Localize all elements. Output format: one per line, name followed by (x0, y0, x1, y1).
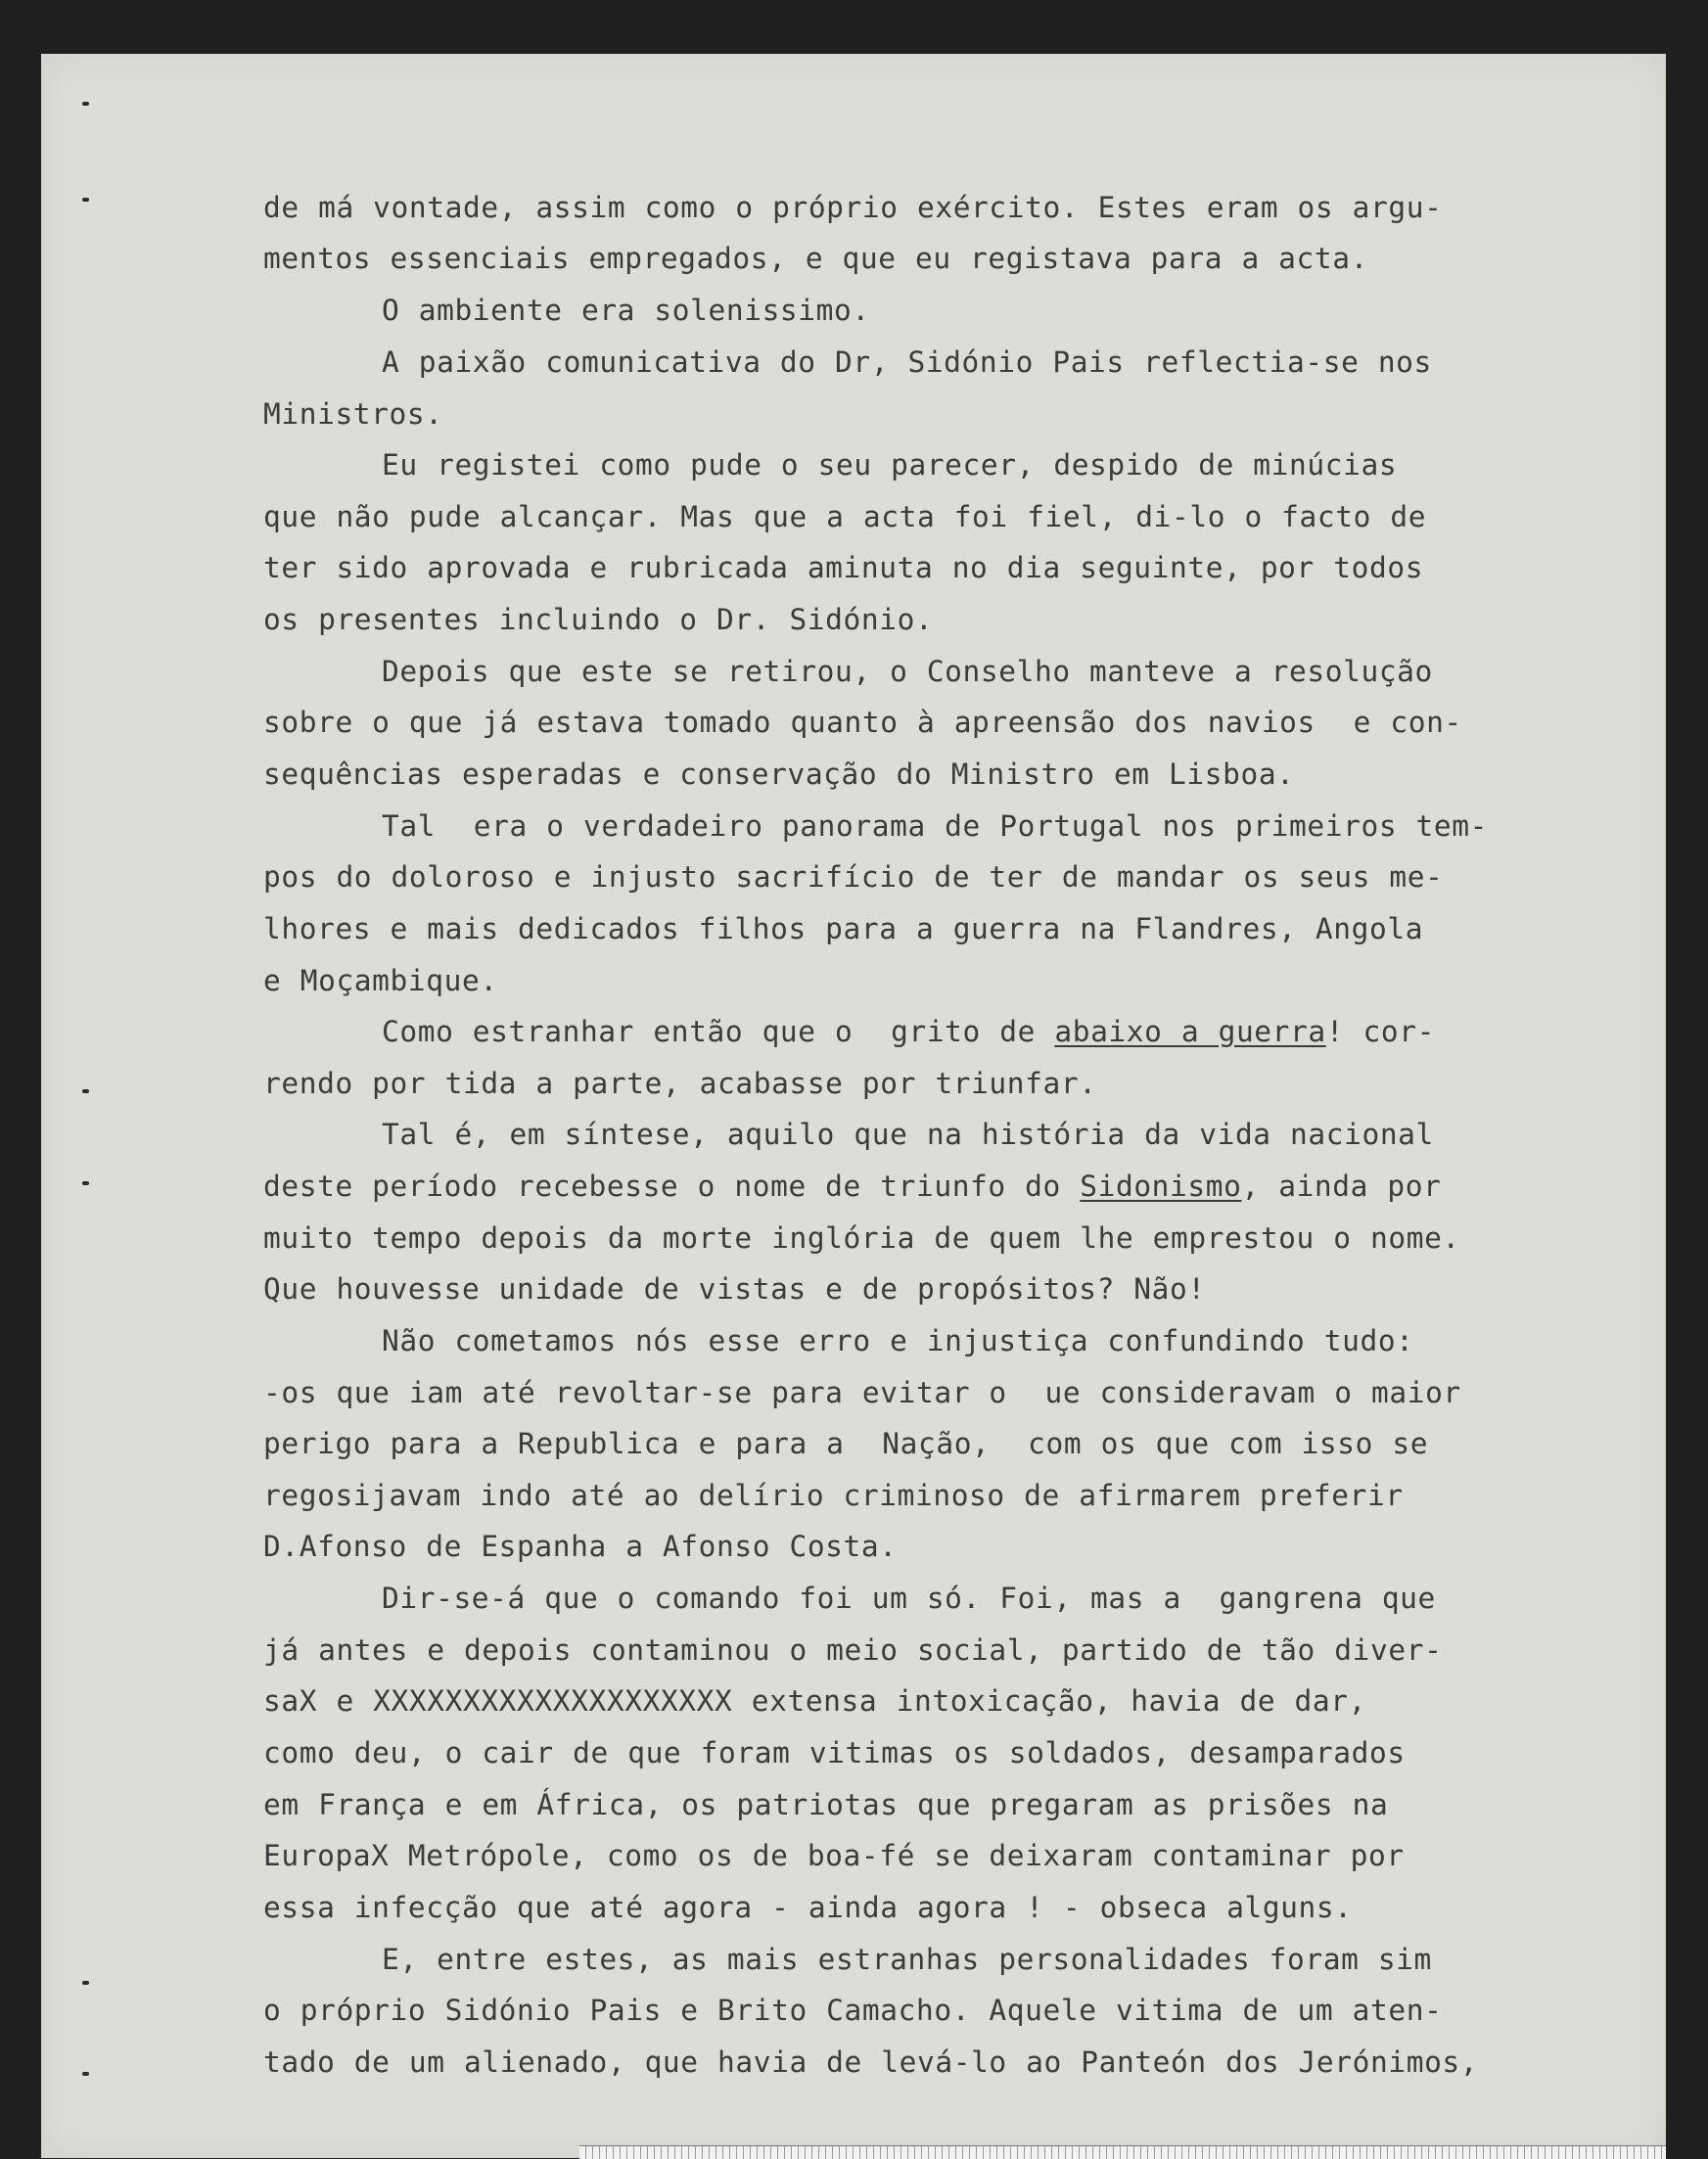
text-line: O ambiente era solenissimo. (382, 294, 870, 327)
text-line: saX e XXXXXXXXXXXXXXXXXXXX extensa intoxicação, havia de dar, (263, 1684, 1366, 1718)
text-line: lhores e mais dedicados filhos para a guerra na Flandres, Angola (263, 912, 1424, 945)
underlined-phrase: abaixo a guerra (1054, 1015, 1326, 1048)
text-line: -os que iam até revoltar-se para evitar o ue consideravam o maior (263, 1376, 1461, 1409)
text-line: Depois que este se retirou, o Conselho manteve a resolução (382, 655, 1433, 688)
text-segment: ! cor- (1325, 1015, 1435, 1048)
text-line: sequências esperadas e conservação do Ministro em Lisboa. (263, 758, 1295, 791)
text-line: ter sido aprovada e rubricada aminuta no dia seguinte, por todos (263, 551, 1424, 584)
text-line: Que houvesse unidade de vistas e de propósitos? Não! (263, 1272, 1206, 1306)
text-line: rendo por tida a parte, acabasse por triunfar. (263, 1067, 1097, 1100)
text-line (382, 1016, 1435, 1047)
text-line: Eu registei como pude o seu parecer, despido de minúcias (382, 448, 1398, 482)
text-line: muito tempo depois da morte inglória de quem lhe emprestou o nome. (263, 1221, 1460, 1255)
text-line: como deu, o cair de que foram vitimas os soldados, desamparados (263, 1736, 1406, 1769)
text-line: regosijavam indo até ao delírio criminoso de afirmarem preferir (263, 1479, 1404, 1512)
text-line: A paixão comunicativa do Dr, Sidónio Pais reflectia-se nos (382, 345, 1432, 379)
text-line: EuropaX Metrópole, como os de boa-fé se deixaram contaminar por (263, 1839, 1405, 1872)
text-line: perigo para a Republica e para a Nação, com os que com isso se (263, 1427, 1429, 1460)
text-line: os presentes incluindo o Dr. Sidónio. (263, 603, 934, 636)
text-line: mentos essenciais empregados, e que eu registava para a acta. (263, 242, 1368, 275)
text-line: Não cometamos nós esse erro e injustiça confundindo tudo: (382, 1324, 1414, 1357)
text-line: tado de um alienado, que havia de levá-lo ao Panteón dos Jerónimos, (263, 2045, 1479, 2079)
scale-ruler (579, 2145, 1666, 2159)
text-line: Dir-se-á que o comando foi um só. Foi, mas a gangrena que (382, 1582, 1436, 1615)
underlined-phrase: Sidonismo (1080, 1170, 1242, 1203)
text-line: Tal era o verdadeiro panorama de Portugal nos primeiros tem- (382, 809, 1488, 843)
text-line: o próprio Sidónio Pais e Brito Camacho. Aquele vitima de um aten- (263, 1994, 1443, 2027)
text-line: que não pude alcançar. Mas que a acta foi fiel, di-lo o facto de (263, 500, 1427, 533)
text-line: D.Afonso de Espanha a Afonso Costa. (263, 1530, 898, 1563)
text-line: essa infecção que até agora - ainda agora ! - obseca alguns. (263, 1891, 1353, 1924)
text-line: pos do doloroso e injusto sacrifício de ter de mandar os seus me- (263, 860, 1444, 894)
text-line: sobre o que já estava tomado quanto à apreensão dos navios e con- (263, 706, 1462, 739)
text-line: Tal é, em síntese, aquilo que na história da vida nacional (382, 1118, 1434, 1151)
text-line (263, 1171, 1441, 1202)
text-segment: Como estranhar então que o grito de (382, 1015, 1055, 1048)
text-line: Ministros. (263, 397, 443, 431)
text-line: E, entre estes, as mais estranhas personalidades foram sim (382, 1943, 1432, 1976)
text-segment: deste período recebesse o nome de triunfo do (263, 1170, 1081, 1203)
text-line: já antes e depois contaminou o meio social, partido de tão diver- (263, 1633, 1443, 1667)
text-line: de má vontade, assim como o próprio exército. Estes eram os argu- (263, 191, 1443, 224)
text-segment: , ainda por (1241, 1170, 1442, 1203)
text-line: e Moçambique. (263, 964, 498, 997)
text-line: em França e em África, os patriotas que pregaram as prisões na (263, 1788, 1389, 1821)
